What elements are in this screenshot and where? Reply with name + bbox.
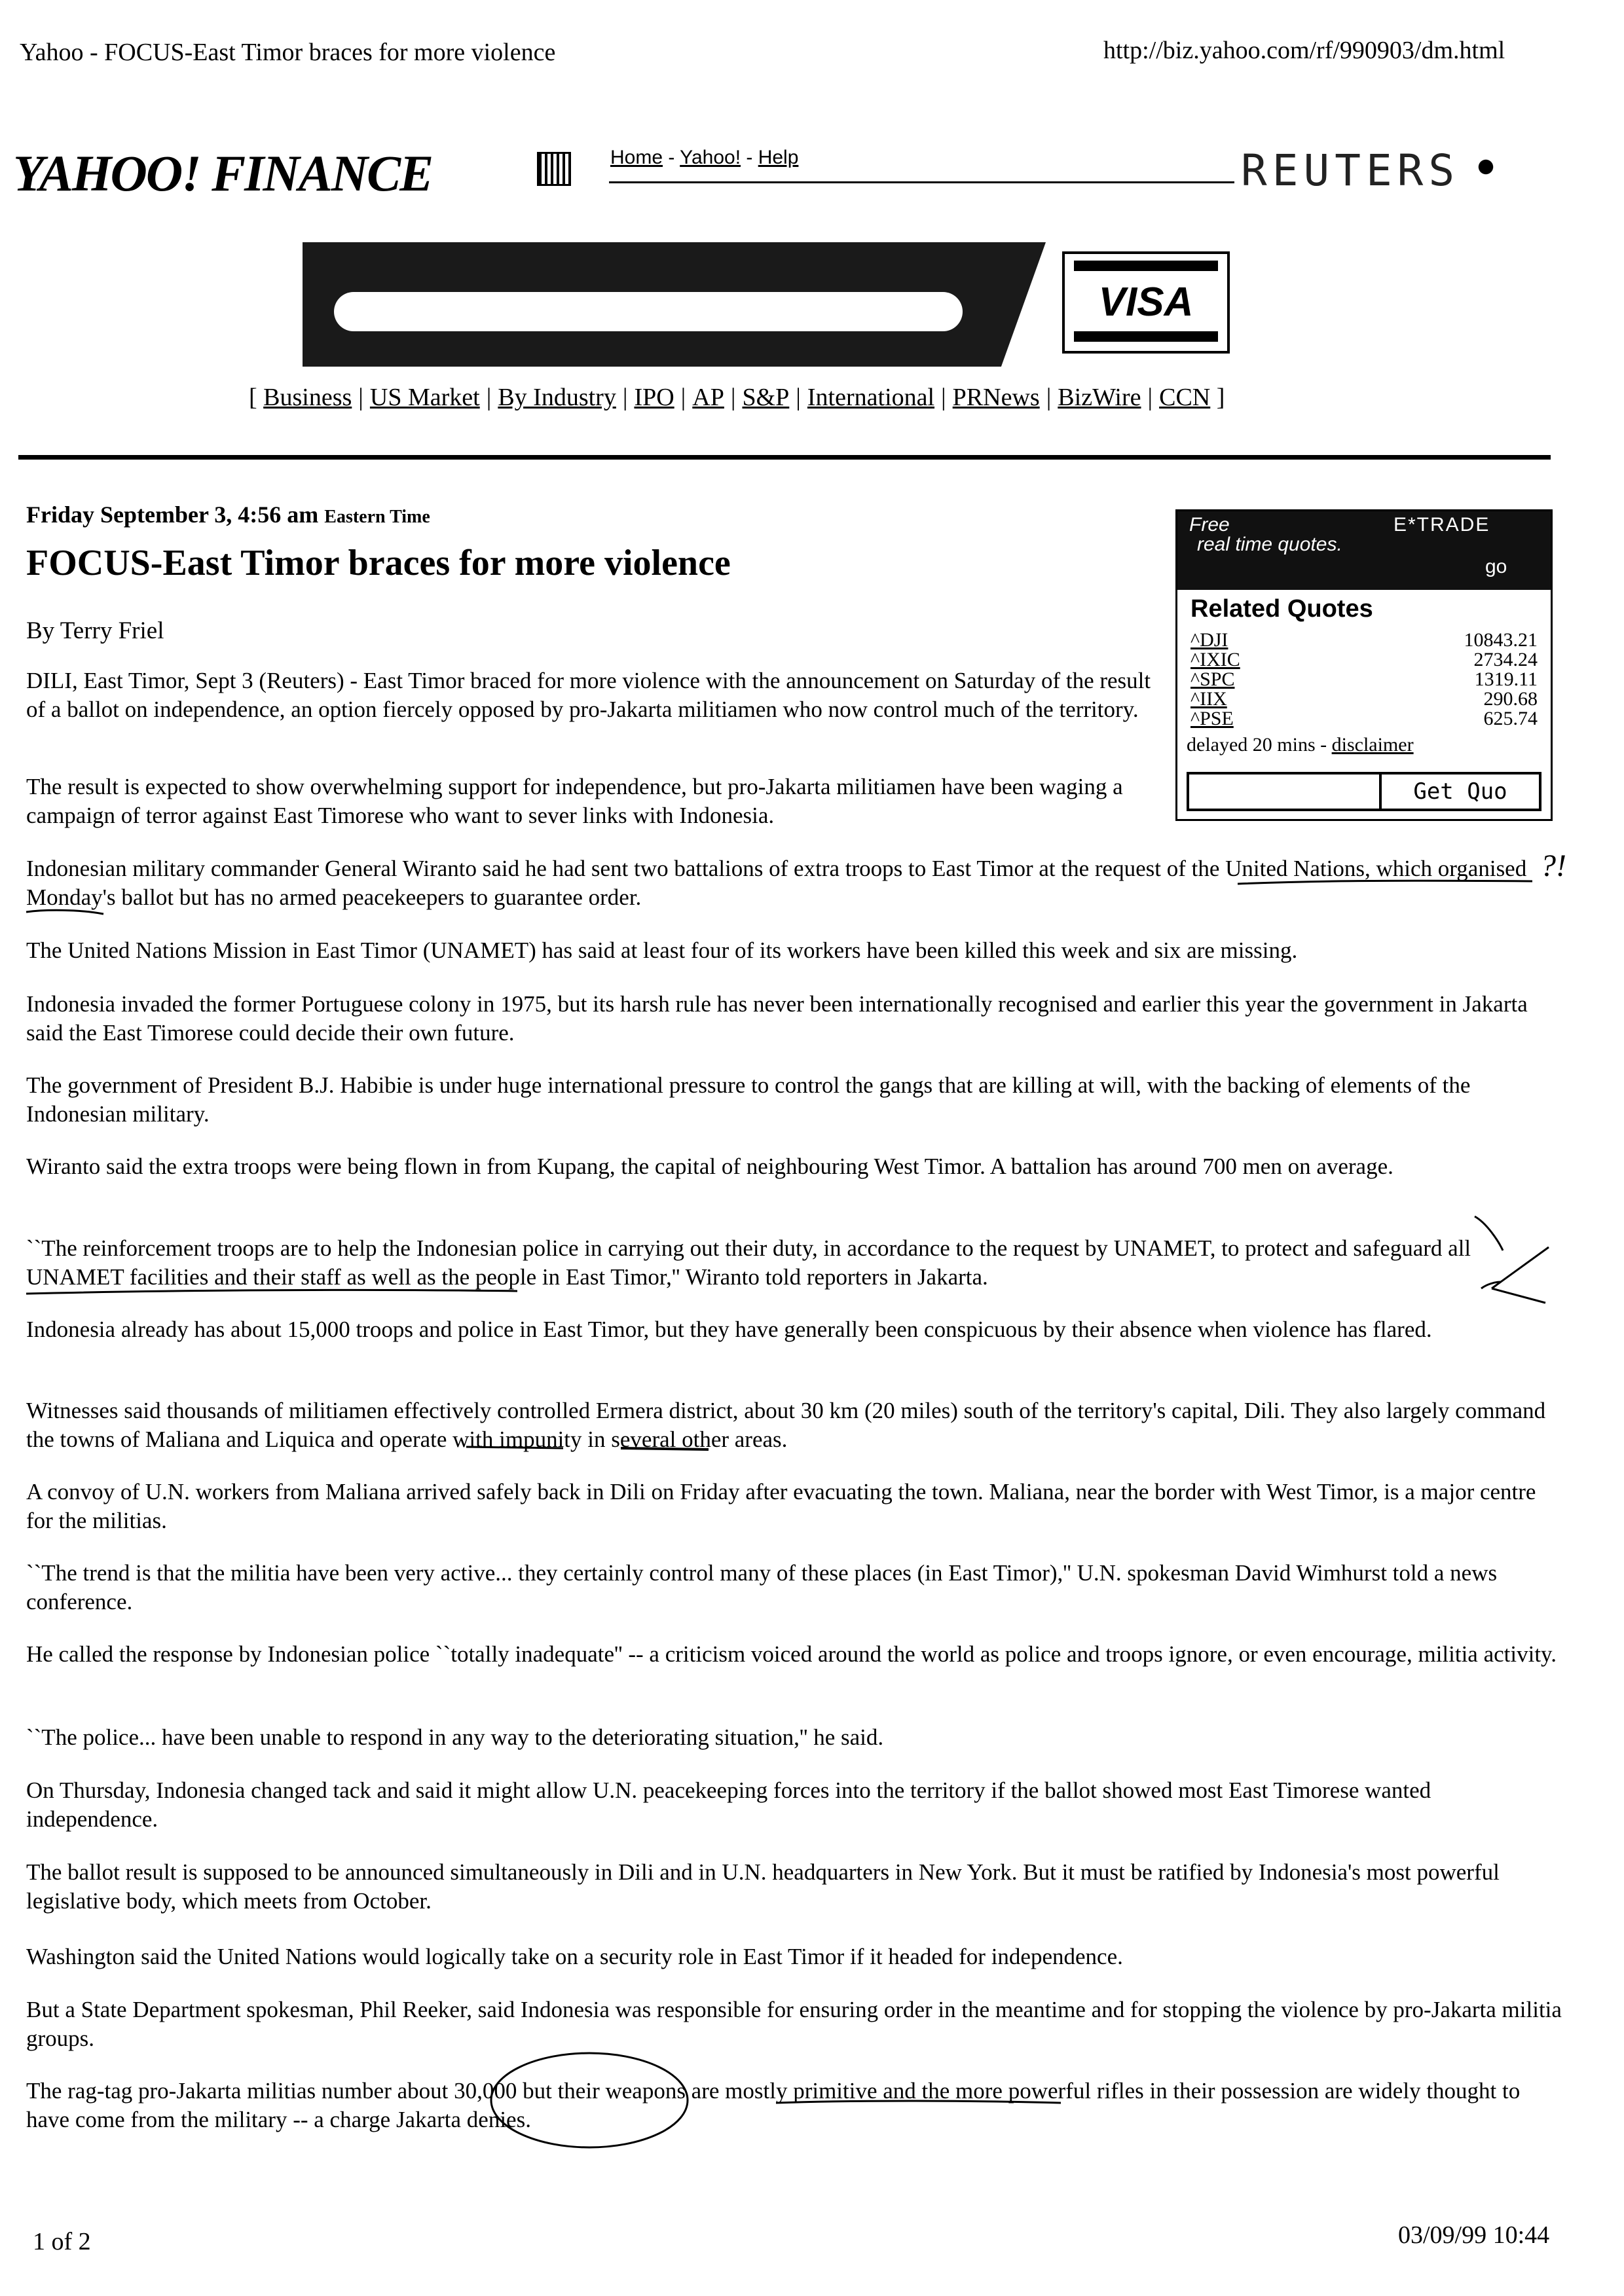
- article-paragraph: But a State Department spokesman, Phil Reeker, said Indonesia was responsible for ensuring order in the meantime and for stopping the violence by pro-Jakarta militia groups.: [26, 1997, 1562, 2051]
- yahoo-finance-logo[interactable]: YAHOO! FINANCE: [13, 145, 433, 202]
- underline-annotation: [26, 1290, 517, 1294]
- section-link-by-industry[interactable]: By Industry: [498, 384, 616, 411]
- print-header-url: http://biz.yahoo.com/rf/990903/dm.html: [1103, 37, 1505, 64]
- article-paragraph: He called the response by Indonesian police ``totally inadequate'' -- a criticism voiced around the world as police and troops ignore, or even encourage, militia activity.: [26, 1641, 1557, 1667]
- underline-annotation: [26, 910, 103, 914]
- article-paragraph: ``The reinforcement troops are to help the Indonesian police in carrying out their duty, in accordance to the request by UNAMET, to protect and safeguard all UNAMET facilities and their staff as well as the people in East Timor,'' Wiranto told reporters in Jakarta.: [26, 1235, 1471, 1290]
- underline-annotation: [466, 1447, 563, 1448]
- article-paragraph: Indonesian military commander General Wiranto said he had sent two battalions of extra troops to East Timor at the request of the United Nations, which organised Monday's ballot but has no armed peacekeepers to guarantee order.: [26, 856, 1527, 910]
- nav-help-link[interactable]: Help: [758, 147, 799, 168]
- article-paragraph: On Thursday, Indonesia changed tack and said it might allow U.N. peacekeeping forces into the territory if the ballot showed most East Timorese wanted independence.: [26, 1777, 1431, 1832]
- article-paragraph: The ballot result is supposed to be announced simultaneously in Dili and in U.N. headquarters in New York. But it must be ratified by Indonesia's most powerful legislative body, which meets from October.: [26, 1859, 1500, 1914]
- delay-note: delayed 20 mins - disclaimer: [1187, 734, 1414, 756]
- article-dateline: Friday September 3, 4:56 am Eastern Time: [26, 501, 430, 528]
- article-byline: By Terry Friel: [26, 617, 164, 644]
- section-link-prnews[interactable]: PRNews: [952, 384, 1040, 411]
- underline-annotation: [776, 2101, 1061, 2103]
- arrow-annotation: [1492, 1247, 1549, 1303]
- article-paragraph: The government of President B.J. Habibie is under huge international pressure to control the gangs that are killing at will, with the backing of elements of the Indonesian military.: [26, 1072, 1471, 1127]
- article-paragraph: A convoy of U.N. workers from Maliana arrived safely back in Dili on Friday after evacuating the town. Maliana, near the border with West Timor, is a major centre for the militias.: [26, 1479, 1536, 1533]
- get-quote-button[interactable]: Get Quo: [1379, 772, 1541, 811]
- section-link-bizwire[interactable]: BizWire: [1058, 384, 1141, 411]
- etrade-logo: E*TRADE: [1393, 514, 1490, 536]
- section-link-sp[interactable]: S&P: [742, 384, 790, 411]
- related-quotes-title: Related Quotes: [1190, 595, 1373, 623]
- margin-note: ?!: [1540, 848, 1566, 883]
- underline-annotation: [1238, 881, 1532, 884]
- article-paragraph: Wiranto said the extra troops were being flown in from Kupang, the capital of neighbouring West Timor. A battalion has around 700 men on average.: [26, 1154, 1393, 1179]
- nav-yahoo-link[interactable]: Yahoo!: [680, 147, 741, 168]
- print-header-title: Yahoo - FOCUS-East Timor braces for more violence: [20, 39, 556, 66]
- article-paragraph: Indonesia invaded the former Portuguese colony in 1975, but its harsh rule has never been internationally recognised and earlier this year the government in Jakarta said the East Timorese could decide their own future.: [26, 991, 1528, 1046]
- underline-annotation: [621, 1448, 709, 1449]
- article-headline: FOCUS-East Timor braces for more violence: [26, 543, 731, 583]
- article-paragraph: The result is expected to show overwhelming support for independence, but pro-Jakarta militiamen have been waging a campaign of terror against East Timorese who want to sever links with Indonesia.: [26, 774, 1123, 828]
- reuters-logo: REUTERS: [1241, 145, 1460, 196]
- quote-row[interactable]: ^PSE 625.74: [1190, 708, 1538, 729]
- print-footer-timestamp: 03/09/99 10:44: [1398, 2221, 1550, 2249]
- quote-row[interactable]: ^DJI 10843.21: [1190, 629, 1538, 651]
- article-paragraph: The United Nations Mission in East Timor (UNAMET) has said at least four of its workers have been killed this week and six are missing.: [26, 938, 1298, 963]
- print-footer-page: 1 of 2: [33, 2228, 91, 2255]
- section-link-us-market[interactable]: US Market: [369, 384, 480, 411]
- disclaimer-link[interactable]: disclaimer: [1331, 734, 1414, 756]
- nav-home-link[interactable]: Home: [610, 147, 663, 168]
- article-paragraph: The rag-tag pro-Jakarta militias number about 30,000 but their weapons are mostly primitive and the more powerful rifles in their possession are widely thought to have come from the military -- a charge Jakarta denies.: [26, 2078, 1521, 2132]
- article-paragraph: Indonesia already has about 15,000 troops and police in East Timor, but they have generally been conspicuous by their absence when violence has flared.: [26, 1317, 1432, 1342]
- section-link-ipo[interactable]: IPO: [634, 384, 674, 411]
- article-paragraph: ``The trend is that the militia have been very active... they certainly control many of these places (in East Timor),'' U.N. spokesman David Wimhurst told a news conference.: [26, 1560, 1498, 1614]
- article-paragraph: ``The police... have been unable to respond in any way to the deteriorating situation,'' he said.: [26, 1724, 884, 1750]
- section-link-ccn[interactable]: CCN: [1159, 384, 1211, 411]
- section-link-business[interactable]: Business: [263, 384, 352, 411]
- quote-row[interactable]: ^IXIC 2734.24: [1190, 649, 1538, 670]
- section-nav: [ Business | US Market | By Industry | IPO | AP | S&P | International | PRNews | BizWire | CCN ]: [249, 384, 1225, 411]
- etrade-promo[interactable]: Free real time quotes. E*TRADE go: [1177, 511, 1551, 590]
- article-paragraph: DILI, East Timor, Sept 3 (Reuters) - East Timor braced for more violence with the announcement on Saturday of the result of a ballot on independence, an option fiercely opposed by pro-Jakarta militiamen who now control much of the territory.: [26, 668, 1151, 722]
- masthead-nav: Home - Yahoo! - Help: [610, 147, 799, 168]
- section-link-ap[interactable]: AP: [692, 384, 724, 411]
- quote-row[interactable]: ^IIX 290.68: [1190, 688, 1538, 710]
- article-paragraph: Washington said the United Nations would logically take on a security role in East Timor if it headed for independence.: [26, 1944, 1123, 1969]
- circle-annotation: [491, 2053, 688, 2147]
- section-link-international[interactable]: International: [807, 384, 935, 411]
- visa-label: VISA: [1098, 280, 1194, 325]
- go-button[interactable]: go: [1485, 556, 1507, 577]
- quote-row[interactable]: ^SPC 1319.11: [1190, 668, 1538, 690]
- article-paragraph: Witnesses said thousands of militiamen effectively controlled Ermera district, about 30 km (20 miles) south of the territory's capital, Dili. They also largely command the towns of Maliana and Liquica and operate with impunity in several other areas.: [26, 1398, 1546, 1452]
